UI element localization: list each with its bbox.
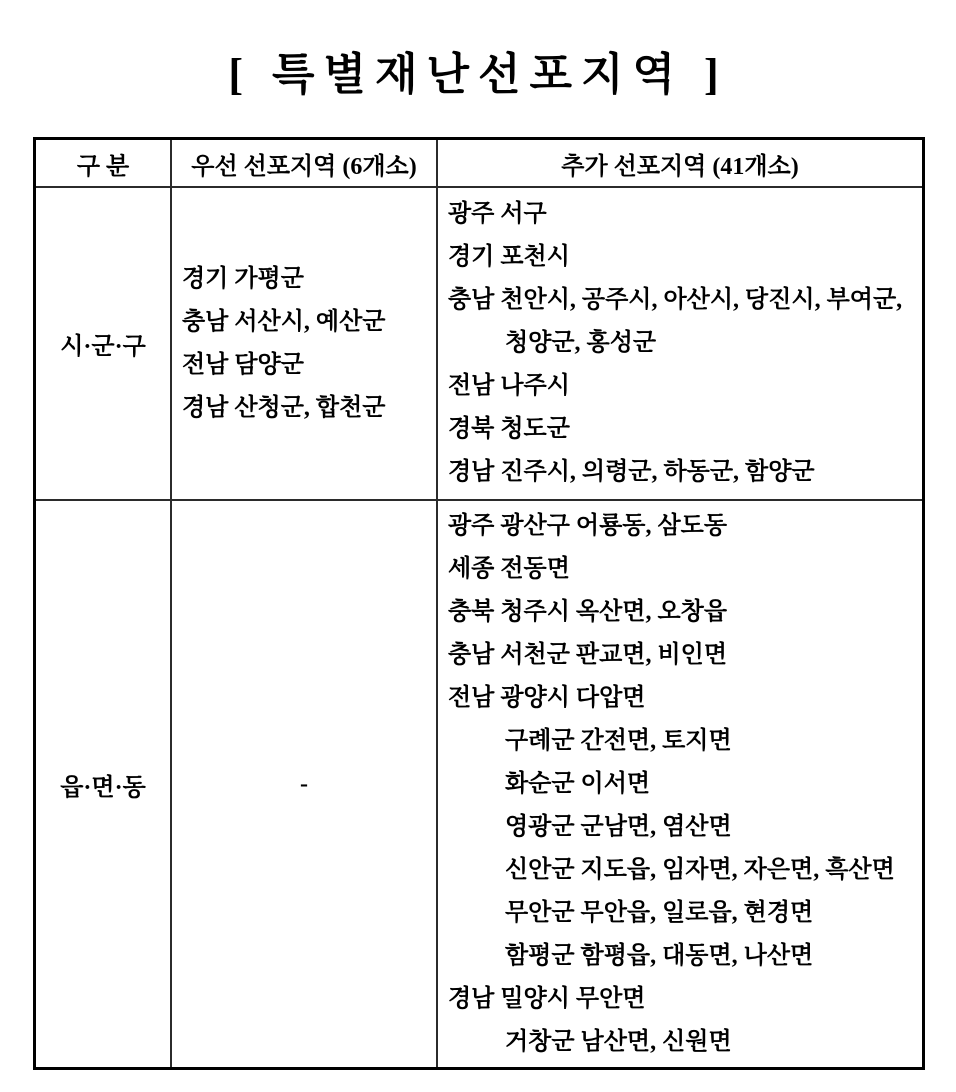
priority-cell-sigungu (172, 188, 438, 501)
additional-area-line: 경남 진주시, 의령군, 하동군, 함양군 (448, 459, 815, 485)
category-cell-sigungu (36, 188, 172, 501)
additional-area-line: 세종 전동면 (448, 555, 570, 582)
additional-area-line: 거창군 남산면, 신원면 (505, 1028, 732, 1055)
column-header-priority-areas: 우선 선포지역 (6개소) (191, 153, 417, 180)
additional-area-list-eupmyeondong (438, 501, 922, 1067)
category-label-sigungu: 시·군·구 (60, 334, 146, 360)
additional-area-line: 충남 서천군 판교면, 비인면 (448, 641, 728, 668)
column-header-category: 구 분 (76, 153, 130, 180)
additional-area-line: 경기 포천시 (448, 244, 570, 270)
disaster-areas-table (33, 137, 925, 1070)
category-cell-eupmyeondong (36, 501, 172, 1067)
priority-area-list-sigungu (172, 188, 436, 499)
header-cell-additional (438, 140, 922, 188)
additional-area-line: 충남 천안시, 공주시, 아산시, 당진시, 부여군, (448, 287, 903, 313)
priority-cell-eupmyeondong (172, 501, 438, 1067)
additional-area-list-sigungu (438, 188, 922, 499)
additional-area-line: 광주 광산구 어룡동, 삼도동 (448, 512, 728, 539)
table-row-sigungu (36, 188, 922, 501)
table-row-eupmyeondong (36, 501, 922, 1067)
additional-area-line: 경북 청도군 (448, 416, 570, 442)
additional-area-line: 경남 밀양시 무안면 (448, 985, 646, 1012)
additional-area-line: 영광군 군남면, 염산면 (505, 813, 732, 840)
table-header-row (36, 140, 922, 188)
additional-area-line: 화순군 이서면 (505, 770, 651, 797)
priority-area-dash: - (300, 770, 308, 797)
priority-area-line: 충남 서산시, 예산군 (182, 308, 386, 335)
category-label-eupmyeondong: 읍·면·동 (60, 774, 146, 801)
additional-area-line: 전남 광양시 다압면 (448, 684, 646, 711)
additional-area-line: 함평군 함평읍, 대동면, 나산면 (505, 942, 814, 969)
column-header-additional-areas: 추가 선포지역 (41개소) (561, 153, 799, 180)
additional-area-line: 청양군, 홍성군 (505, 330, 657, 356)
additional-cell-sigungu (438, 188, 922, 501)
additional-cell-eupmyeondong (438, 501, 922, 1067)
additional-area-line: 신안군 지도읍, 임자면, 자은면, 흑산면 (505, 856, 895, 883)
priority-area-line: 경남 산청군, 합천군 (182, 394, 386, 421)
header-cell-priority (172, 140, 438, 188)
header-cell-category (36, 140, 172, 188)
additional-area-line: 광주 서구 (448, 201, 547, 227)
additional-area-line: 구례군 간전면, 토지면 (505, 727, 732, 754)
priority-area-line: 전남 담양군 (182, 351, 304, 378)
additional-area-line: 충북 청주시 옥산면, 오창읍 (448, 598, 728, 625)
additional-area-line: 무안군 무안읍, 일로읍, 현경면 (505, 899, 814, 926)
additional-area-line: 전남 나주시 (448, 373, 570, 399)
priority-area-line: 경기 가평군 (182, 265, 304, 292)
page-title: [ 특별재난선포지역 ] (228, 50, 728, 99)
priority-area-list-eupmyeondong (172, 501, 436, 1067)
